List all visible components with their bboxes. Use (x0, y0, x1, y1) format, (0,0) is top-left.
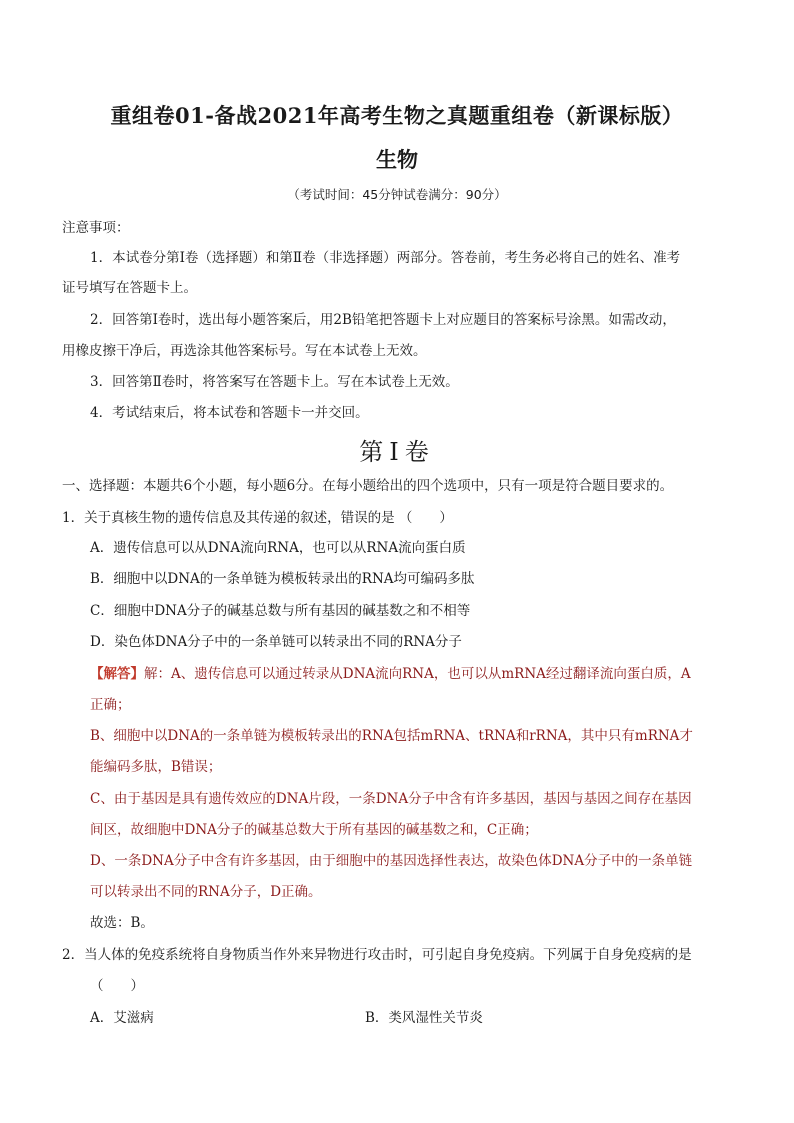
notice-item: 3．回答第Ⅱ卷时，将答案写在答题卡上。写在本试卷上无效。 (90, 374, 459, 390)
answer-line (90, 664, 691, 684)
answer-line: 可以转录出不同的RNA分子，D正确。 (90, 884, 322, 900)
answer-text: 解：A、遗传信息可以通过转录从DNA流向RNA，也可以从mRNA经过翻译流向蛋白质，A (144, 666, 691, 682)
section-instruction: 一、选择题：本题共6个小题，每小题6分。在每小题给出的四个选项中，只有一项是符合题目要求的。 (62, 478, 674, 494)
subject-title: 生物 (376, 147, 418, 172)
notice-item: 证号填写在答题卡上。 (62, 280, 197, 296)
notice-item: 用橡皮擦干净后，再选涂其他答案标号。写在本试卷上无效。 (62, 343, 427, 359)
exam-info: （考试时间：45分钟试卷满分：90分） (287, 187, 507, 202)
answer-line: 正确； (90, 697, 131, 713)
answer-line: 能编码多肽，B错误； (90, 759, 222, 775)
question-stem-cont: （ ） (90, 978, 144, 994)
notice-item: 2．回答第Ⅰ卷时，选出每小题答案后，用2B铅笔把答题卡上对应题目的答案标号涂黑。如需改动， (90, 312, 676, 328)
option-c: C．细胞中DNA分子的碱基总数与所有基因的碱基数之和不相等 (90, 603, 471, 619)
answer-line: B、细胞中以DNA的一条单链为模板转录出的RNA包括mRNA、tRNA和rRNA，其中只有mRNA才 (90, 728, 693, 744)
answer-line: 间区，故细胞中DNA分子的碱基总数大于所有基因的碱基数之和，C正确； (90, 822, 538, 838)
answer-tag: 【解答】 (90, 666, 144, 682)
option-d: D．染色体DNA分子中的一条单链可以转录出不同的RNA分子 (90, 634, 462, 650)
notice-item: 4．考试结束后，将本试卷和答题卡一并交回。 (90, 405, 369, 421)
option-a: A．艾滋病 (90, 1010, 154, 1026)
option-b: B．类风湿性关节炎 (365, 1010, 483, 1026)
answer-choice: 故选：B。 (90, 915, 154, 931)
question-stem: 1．关于真核生物的遗传信息及其传递的叙述，错误的是 （ ） (62, 510, 453, 526)
option-b: B．细胞中以DNA的一条单链为模板转录出的RNA均可编码多肽 (90, 571, 475, 587)
page-title: 重组卷01-备战2021年高考生物之真题重组卷（新课标版） (110, 103, 684, 128)
notice-item: 1．本试卷分第Ⅰ卷（选择题）和第Ⅱ卷（非选择题）两部分。答卷前，考生务必将自己的姓名、准考 (90, 250, 681, 266)
notice-heading: 注意事项： (62, 220, 130, 236)
question-stem: 2．当人体的免疫系统将自身物质当作外来异物进行攻击时，可引起自身免疫病。下列属于自身免疫病的是 (62, 947, 692, 963)
section-title: 第Ⅰ卷 (359, 438, 435, 466)
option-a: A．遗传信息可以从DNA流向RNA，也可以从RNA流向蛋白质 (90, 540, 466, 556)
answer-line: C、由于基因是具有遗传效应的DNA片段，一条DNA分子中含有许多基因，基因与基因之间存在基因 (90, 791, 692, 807)
answer-line: D、一条DNA分子中含有许多基因，由于细胞中的基因选择性表达，故染色体DNA分子中的一条单链 (90, 853, 693, 869)
